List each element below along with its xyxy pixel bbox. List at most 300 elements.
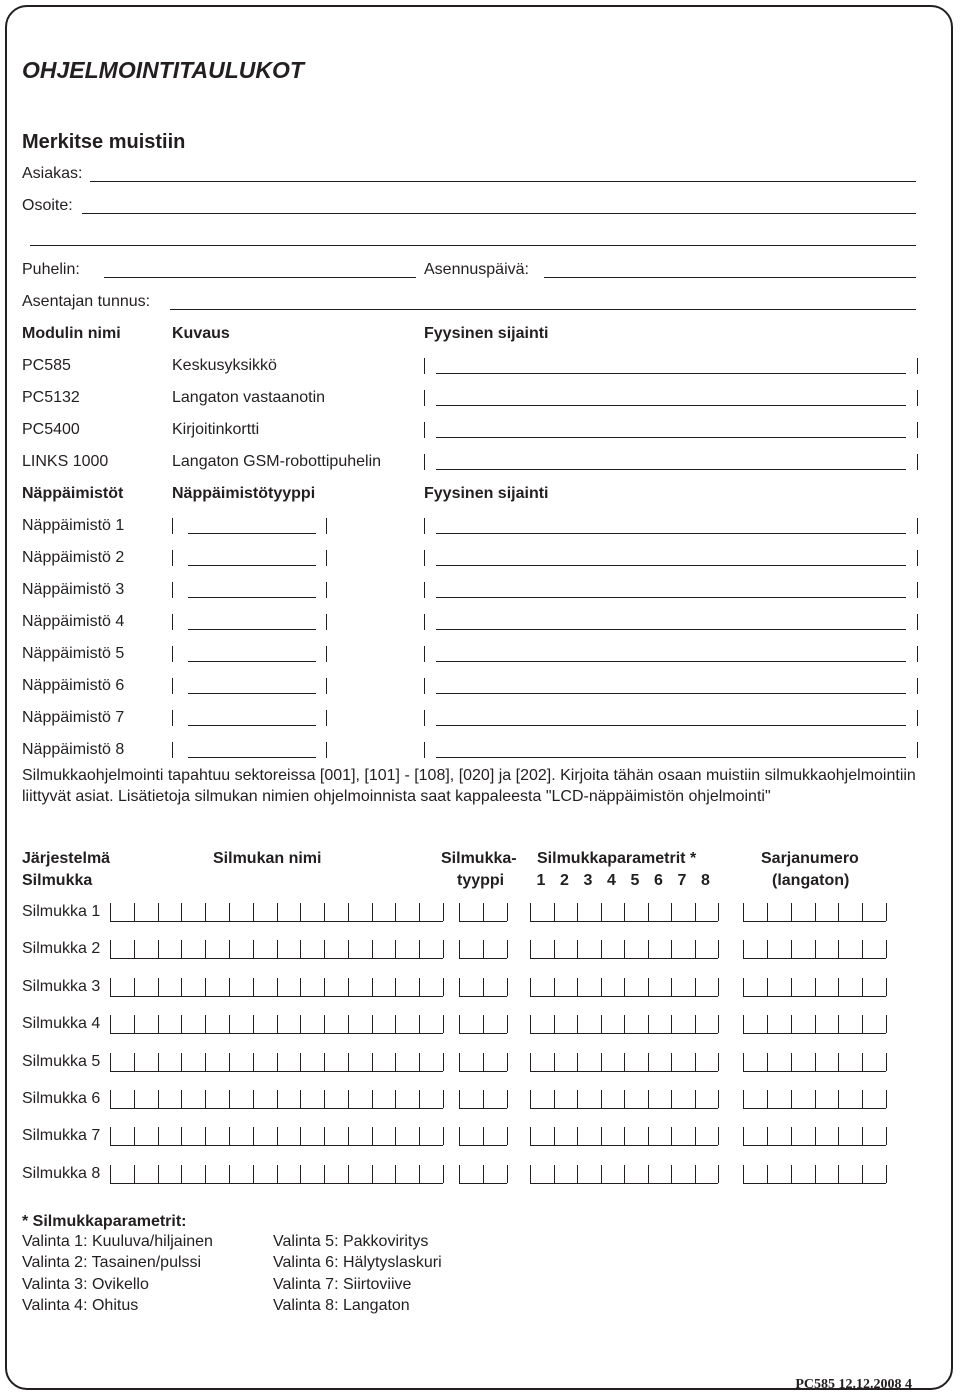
zone-type-boxes[interactable] (459, 1165, 507, 1184)
digit-divider (459, 903, 460, 921)
zone-name-boxes[interactable] (110, 940, 443, 959)
digit-divider (718, 1015, 719, 1033)
digit-divider (718, 978, 719, 996)
address-field-line2[interactable] (30, 245, 916, 246)
digit-divider (718, 1053, 719, 1071)
customer-field[interactable] (90, 181, 916, 182)
digit-divider (134, 1127, 135, 1145)
location-bracket-left (424, 678, 425, 694)
digit-divider (443, 1127, 444, 1145)
digit-divider (459, 1127, 460, 1145)
digit-divider (862, 1015, 863, 1033)
location-bracket-right (917, 550, 918, 566)
legend-option: Valinta 2: Tasainen/pulssi (22, 1254, 202, 1272)
digit-divider (767, 978, 768, 996)
type-bracket-left (172, 678, 173, 694)
digit-divider (530, 940, 531, 958)
zone-serial-boxes[interactable] (743, 1090, 886, 1109)
digit-divider (695, 903, 696, 921)
keypad-location-field[interactable] (436, 597, 906, 598)
keypad-location-field[interactable] (436, 725, 906, 726)
modules-header-location: Fyysinen sijainti (424, 325, 549, 342)
module-description: Keskusyksikkö (172, 357, 277, 374)
digit-divider (767, 1015, 768, 1033)
zones-header-serial: Sarjanumero (761, 850, 859, 867)
location-bracket-left (424, 358, 425, 374)
zone-param-boxes[interactable] (530, 1090, 718, 1109)
digit-divider (671, 1165, 672, 1183)
zone-label: Silmukka 1 (22, 903, 101, 920)
digit-divider (577, 978, 578, 996)
zone-name-boxes[interactable] (110, 1015, 443, 1034)
page-footer: PC585 12.12.2008 4 (795, 1377, 912, 1392)
digit-divider (205, 1165, 206, 1183)
digit-divider (601, 1090, 602, 1108)
keypad-type-field[interactable] (188, 661, 316, 662)
digit-divider (838, 1053, 839, 1071)
digit-divider (554, 1015, 555, 1033)
location-bracket-left (424, 422, 425, 438)
keypad-type-field[interactable] (188, 565, 316, 566)
digit-divider (300, 1053, 301, 1071)
digit-divider (372, 1127, 373, 1145)
digit-divider (419, 1127, 420, 1145)
type-bracket-right (326, 646, 327, 662)
digit-divider (459, 1053, 460, 1071)
digit-divider (507, 1053, 508, 1071)
zone-param-boxes[interactable] (530, 1015, 718, 1034)
digit-divider (886, 1053, 887, 1071)
zone-serial-boxes[interactable] (743, 1165, 886, 1184)
digit-divider (671, 1127, 672, 1145)
digit-divider (791, 1053, 792, 1071)
digit-divider (134, 940, 135, 958)
digit-divider (530, 1015, 531, 1033)
digit-divider (324, 903, 325, 921)
type-bracket-right (326, 742, 327, 758)
digit-divider (110, 1165, 111, 1183)
digit-divider (695, 1015, 696, 1033)
param-digit-header: 1 (536, 872, 546, 889)
digit-divider (158, 1053, 159, 1071)
digit-divider (862, 1090, 863, 1108)
module-location-field[interactable] (436, 405, 906, 406)
digit-divider (743, 903, 744, 921)
digit-divider (718, 1090, 719, 1108)
digit-divider (181, 978, 182, 996)
digit-divider (181, 1015, 182, 1033)
zone-type-boxes[interactable] (459, 1090, 507, 1109)
keypad-label: Näppäimistö 7 (22, 709, 125, 726)
legend-option: Valinta 1: Kuuluva/hiljainen (22, 1233, 213, 1250)
digit-divider (886, 1165, 887, 1183)
zone-type-boxes[interactable] (459, 978, 507, 997)
digit-divider (624, 940, 625, 958)
phone-label: Puhelin: (22, 261, 80, 278)
digit-divider (671, 1015, 672, 1033)
digit-divider (767, 1053, 768, 1071)
digit-divider (671, 978, 672, 996)
digit-divider (324, 940, 325, 958)
digit-divider (577, 1165, 578, 1183)
digit-divider (300, 1165, 301, 1183)
digit-divider (419, 903, 420, 921)
digit-divider (229, 1165, 230, 1183)
digit-divider (205, 1127, 206, 1145)
zone-serial-boxes[interactable] (743, 978, 886, 997)
location-bracket-left (424, 518, 425, 534)
digit-divider (767, 1090, 768, 1108)
digit-divider (743, 1015, 744, 1033)
type-bracket-right (326, 582, 327, 598)
location-bracket-right (917, 358, 918, 374)
legend-option: Valinta 8: Langaton (273, 1296, 410, 1314)
module-description: Kirjoitinkortti (172, 421, 260, 438)
zone-param-boxes[interactable] (530, 903, 718, 922)
digit-divider (838, 940, 839, 958)
digit-divider (443, 1053, 444, 1071)
digit-divider (507, 1127, 508, 1145)
legend-option: Valinta 4: Ohitus (22, 1296, 139, 1314)
digit-divider (443, 940, 444, 958)
installer-code-field[interactable] (170, 309, 916, 310)
zone-param-boxes[interactable] (530, 978, 718, 997)
digit-divider (459, 1090, 460, 1108)
digit-divider (554, 978, 555, 996)
keypad-location-field[interactable] (436, 533, 906, 534)
digit-divider (483, 1053, 484, 1071)
zone-label: Silmukka 7 (22, 1127, 101, 1145)
digit-divider (300, 1090, 301, 1108)
digit-divider (695, 978, 696, 996)
digit-divider (718, 1165, 719, 1183)
digit-divider (459, 940, 460, 958)
digit-divider (815, 1090, 816, 1108)
zone-param-boxes[interactable] (530, 1165, 718, 1184)
type-bracket-right (326, 678, 327, 694)
digit-divider (483, 940, 484, 958)
zone-type-boxes[interactable] (459, 1053, 507, 1072)
zone-programming-note: Silmukkaohjelmointi tapahtuu sektoreissa [001], [101] - [108], [020] ja [202]. Kirjoita tähän osaan muistiin silmukkaohjelmointiin liittyvät asiat. Lisätietoja silmukan nimien ohjelmoinnista saat kappaleesta "LCD-näppäimistön ohjelmointi" (22, 767, 916, 805)
digit-divider (671, 1053, 672, 1071)
legend-option: Valinta 3: Ovikello (22, 1275, 149, 1293)
digit-divider (886, 903, 887, 921)
phone-field[interactable] (104, 277, 416, 278)
zone-type-boxes[interactable] (459, 1015, 507, 1034)
keypad-type-field[interactable] (188, 693, 316, 694)
zone-type-boxes[interactable] (459, 903, 507, 922)
digit-divider (862, 1165, 863, 1183)
digit-divider (229, 940, 230, 958)
location-bracket-left (424, 646, 425, 662)
digit-divider (530, 1165, 531, 1183)
zones-header-serial-line2: (langaton) (772, 872, 850, 889)
digit-divider (767, 903, 768, 921)
digit-divider (862, 1127, 863, 1145)
digit-divider (862, 903, 863, 921)
zone-name-boxes[interactable] (110, 1090, 443, 1109)
digit-divider (648, 1015, 649, 1033)
digit-divider (815, 1127, 816, 1145)
location-bracket-right (917, 646, 918, 662)
digit-divider (324, 978, 325, 996)
location-bracket-left (424, 582, 425, 598)
digit-divider (530, 1127, 531, 1145)
digit-divider (838, 903, 839, 921)
digit-divider (695, 1053, 696, 1071)
digit-divider (134, 1053, 135, 1071)
digit-divider (838, 1015, 839, 1033)
digit-divider (483, 1015, 484, 1033)
digit-divider (324, 1127, 325, 1145)
keypad-type-field[interactable] (188, 757, 316, 758)
zone-name-boxes[interactable] (110, 978, 443, 997)
digit-divider (886, 940, 887, 958)
digit-divider (483, 1127, 484, 1145)
zone-name-boxes[interactable] (110, 1053, 443, 1072)
zone-serial-boxes[interactable] (743, 1127, 886, 1146)
digit-divider (419, 940, 420, 958)
digit-divider (181, 1053, 182, 1071)
digit-divider (695, 1165, 696, 1183)
digit-divider (767, 1165, 768, 1183)
keypad-location-field[interactable] (436, 757, 906, 758)
type-bracket-right (326, 710, 327, 726)
digit-divider (181, 903, 182, 921)
digit-divider (134, 903, 135, 921)
digit-divider (277, 903, 278, 921)
digit-divider (110, 903, 111, 921)
digit-divider (624, 1090, 625, 1108)
zone-param-boxes[interactable] (530, 940, 718, 959)
module-location-field[interactable] (436, 373, 906, 374)
zones-header-zone: Silmukka (22, 872, 93, 889)
digit-divider (277, 1127, 278, 1145)
digit-divider (886, 1127, 887, 1145)
zone-type-boxes[interactable] (459, 940, 507, 959)
zones-header-system: Järjestelmä (22, 850, 111, 867)
digit-divider (624, 1053, 625, 1071)
keypad-location-field[interactable] (436, 693, 906, 694)
digit-divider (181, 1090, 182, 1108)
digit-divider (110, 1053, 111, 1071)
digit-divider (743, 940, 744, 958)
digit-divider (862, 940, 863, 958)
digit-divider (767, 940, 768, 958)
zone-name-boxes[interactable] (110, 903, 443, 922)
digit-divider (110, 978, 111, 996)
keypads-header-type: Näppäimistötyyppi (172, 485, 316, 502)
keypad-location-field[interactable] (436, 661, 906, 662)
digit-divider (372, 903, 373, 921)
type-bracket-left (172, 710, 173, 726)
zone-serial-boxes[interactable] (743, 940, 886, 959)
digit-divider (277, 940, 278, 958)
type-bracket-right (326, 614, 327, 630)
digit-divider (838, 1127, 839, 1145)
digit-divider (277, 978, 278, 996)
digit-divider (791, 903, 792, 921)
zones-header-type-line2: tyyppi (457, 872, 505, 889)
type-bracket-left (172, 742, 173, 758)
digit-divider (554, 903, 555, 921)
zone-param-boxes[interactable] (530, 1127, 718, 1146)
digit-divider (253, 940, 254, 958)
customer-label: Asiakas: (22, 165, 83, 182)
digit-divider (348, 1053, 349, 1071)
digit-divider (838, 1165, 839, 1183)
digit-divider (743, 1165, 744, 1183)
param-digit-header: 3 (583, 872, 593, 889)
location-bracket-left (424, 550, 425, 566)
location-bracket-right (917, 454, 918, 470)
zone-serial-boxes[interactable] (743, 903, 886, 922)
digit-divider (443, 1090, 444, 1108)
digit-divider (300, 978, 301, 996)
digit-divider (253, 903, 254, 921)
digit-divider (815, 1015, 816, 1033)
zone-label: Silmukka 5 (22, 1052, 101, 1070)
digit-divider (134, 1090, 135, 1108)
module-name: LINKS 1000 (22, 453, 109, 470)
digit-divider (648, 978, 649, 996)
digit-divider (419, 1165, 420, 1183)
digit-divider (695, 1127, 696, 1145)
digit-divider (601, 978, 602, 996)
digit-divider (671, 1090, 672, 1108)
address-field[interactable] (82, 213, 916, 214)
location-bracket-right (917, 614, 918, 630)
record-heading: Merkitse muistiin (22, 131, 186, 153)
zone-label: Silmukka 2 (22, 940, 101, 958)
digit-divider (158, 978, 159, 996)
legend-option: Valinta 6: Hälytyslaskuri (273, 1254, 442, 1272)
digit-divider (372, 940, 373, 958)
digit-divider (443, 1015, 444, 1033)
digit-divider (348, 1090, 349, 1108)
keypad-label: Näppäimistö 3 (22, 581, 125, 598)
param-digit-header: 6 (654, 872, 663, 889)
module-location-field[interactable] (436, 469, 906, 470)
module-location-field[interactable] (436, 437, 906, 438)
digit-divider (205, 1053, 206, 1071)
keypads-header-location: Fyysinen sijainti (424, 485, 549, 502)
modules-header-name: Modulin nimi (22, 325, 121, 342)
digit-divider (791, 1015, 792, 1033)
digit-divider (348, 978, 349, 996)
keypad-location-field[interactable] (436, 565, 906, 566)
digit-divider (181, 1127, 182, 1145)
digit-divider (695, 1090, 696, 1108)
digit-divider (181, 940, 182, 958)
module-name: PC585 (22, 357, 71, 374)
type-bracket-right (326, 518, 327, 534)
digit-divider (862, 978, 863, 996)
type-bracket-left (172, 550, 173, 566)
digit-divider (459, 1015, 460, 1033)
digit-divider (791, 1090, 792, 1108)
digit-divider (110, 1090, 111, 1108)
digit-divider (815, 903, 816, 921)
keypad-label: Näppäimistö 4 (22, 613, 125, 630)
page-title: OHJELMOINTITAULUKOT (22, 57, 304, 83)
digit-divider (372, 1053, 373, 1071)
digit-divider (395, 1127, 396, 1145)
digit-divider (229, 1090, 230, 1108)
location-bracket-right (917, 518, 918, 534)
digit-divider (134, 978, 135, 996)
digit-divider (324, 1165, 325, 1183)
zone-label: Silmukka 4 (22, 1015, 101, 1033)
install-date-field[interactable] (544, 277, 916, 278)
digit-divider (743, 1127, 744, 1145)
zone-serial-boxes[interactable] (743, 1015, 886, 1034)
digit-divider (530, 1090, 531, 1108)
digit-divider (718, 903, 719, 921)
location-bracket-right (917, 710, 918, 726)
type-bracket-right (326, 550, 327, 566)
zone-name-boxes[interactable] (110, 1165, 443, 1184)
digit-divider (348, 1127, 349, 1145)
location-bracket-right (917, 390, 918, 406)
digit-divider (229, 1127, 230, 1145)
keypad-type-field[interactable] (188, 725, 316, 726)
digit-divider (838, 978, 839, 996)
digit-divider (718, 1127, 719, 1145)
digit-divider (815, 940, 816, 958)
param-digit-header: 7 (677, 872, 687, 889)
digit-divider (158, 903, 159, 921)
keypad-type-field[interactable] (188, 597, 316, 598)
digit-divider (743, 978, 744, 996)
zones-header-name: Silmukan nimi (213, 850, 322, 867)
digit-divider (767, 1127, 768, 1145)
keypad-type-field[interactable] (188, 533, 316, 534)
digit-divider (229, 978, 230, 996)
digit-divider (483, 1165, 484, 1183)
digit-divider (483, 978, 484, 996)
keypad-location-field[interactable] (436, 629, 906, 630)
digit-divider (459, 1165, 460, 1183)
zone-param-boxes[interactable] (530, 1053, 718, 1072)
digit-divider (110, 940, 111, 958)
digit-divider (372, 978, 373, 996)
zone-name-boxes[interactable] (110, 1127, 443, 1146)
digit-divider (300, 1015, 301, 1033)
digit-divider (695, 940, 696, 958)
zone-type-boxes[interactable] (459, 1127, 507, 1146)
digit-divider (483, 903, 484, 921)
digit-divider (419, 1015, 420, 1033)
legend-option: Valinta 7: Siirtoviive (273, 1275, 412, 1293)
keypad-type-field[interactable] (188, 629, 316, 630)
digit-divider (372, 1015, 373, 1033)
digit-divider (886, 978, 887, 996)
digit-divider (253, 1090, 254, 1108)
digit-divider (648, 1090, 649, 1108)
zone-serial-boxes[interactable] (743, 1053, 886, 1072)
digit-divider (791, 978, 792, 996)
module-name: PC5400 (22, 421, 80, 438)
digit-divider (815, 978, 816, 996)
digit-divider (624, 1015, 625, 1033)
digit-divider (554, 1090, 555, 1108)
digit-divider (348, 940, 349, 958)
param-digit-header: 2 (560, 872, 569, 889)
digit-divider (419, 978, 420, 996)
type-bracket-left (172, 518, 173, 534)
digit-divider (601, 940, 602, 958)
